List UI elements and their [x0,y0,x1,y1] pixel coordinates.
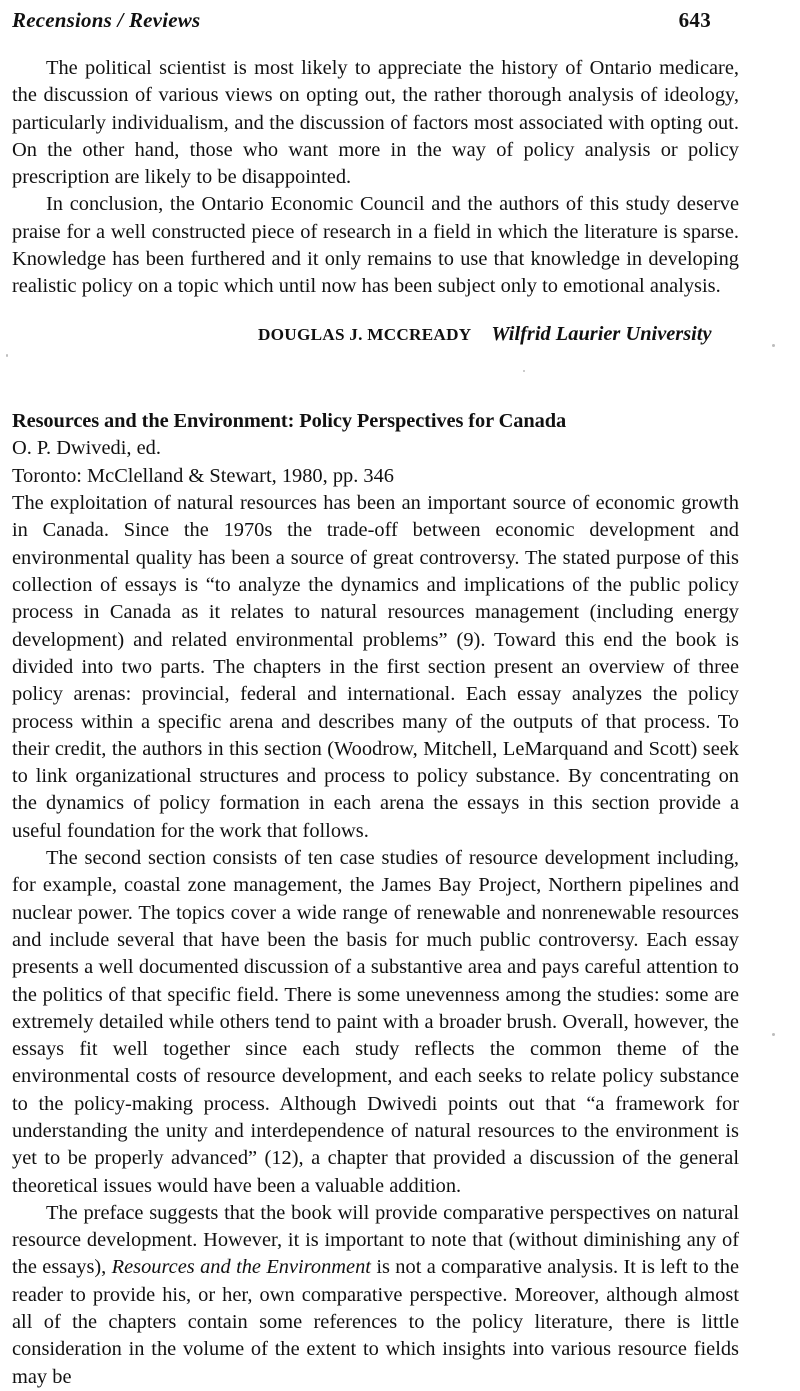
reviewer-affiliation: Wilfrid Laurier University [491,322,712,345]
page-number: 643 [678,8,711,32]
review-paragraph-1: The exploitation of natural resources has been an important source of economic growth in Canada. Since the 1970s the trade-off between economic development and environmental quality has been a source of great controversy. The stated purpose of this collection of essays is “to analyze the dynamics and implications of the public policy process in Canada as it relates to natural resources management (including energy development) and related environmental problems” (9). Toward this end the book is divided into two parts. The chapters in the first section present an overview of three policy arenas: provincial, federal and international. Each essay analyzes the policy process within a specific arena and describes many of the outputs of that process. To their credit, the authors in this section (Woodrow, Mitchell, LeMarquand and Scott) seek to link organizational structures and process to policy substance. By concentrating on the dynamics of policy formation in each arena the essays in this section provide a useful foundation for the work that follows. [12,492,739,842]
previous-review-paragraph-2: In conclusion, the Ontario Economic Council and the authors of this study deserve praise for a well constructed piece of research in a field in which the literature is sparse. Knowledge has been furthered and it only remains to use that knowledge in developing realistic policy on a topic which until now has been subject only to emotional analysis. [12,193,739,298]
book-citation [12,408,739,491]
scan-speck [772,1033,775,1036]
book-imprint: Toronto: McClelland & Stewart, 1980, pp. 346 [12,464,394,487]
previous-review-paragraph-1: The political scientist is most likely to appreciate the history of Ontario medicare, the discussion of various views on opting out, the rather thorough analysis of ideology, particularly individualism, and the discussion of factors most associated with opting out. On the other hand, those who want more in the way of policy analysis or policy prescription are likely to be disappointed. [12,57,739,189]
running-head-title: Recensions / Reviews [12,8,201,32]
cited-work-title: Resources and the Environment [111,1256,371,1279]
book-editor: O. P. Dwivedi, ed. [12,437,161,460]
review-paragraph-3-text-after: is not a comparative analysis. It is left to the reader to provide his, or her, own comparative perspective. Moreover, although almost all of the chapters contain some references to the policy literature, there is little consideration in the volume of the extent to which insights into various resource fields may be [12,1256,739,1388]
review-paragraph-2: The second section consists of ten case studies of resource development including, for example, coastal zone management, the James Bay Project, Northern pipelines and nuclear power. The topics cover a wide range of renewable and nonrenewable resources and include several that have been the basis for much public controversy. Each essay presents a well documented discussion of a substantive area and pays careful attention to the politics of that specific field. There is some unevenness among the studies: some are extremely detailed while others tend to paint with a broader brush. Overall, however, the essays fit well together since each study reflects the common theme of the environmental costs of resource development, and each seeks to relate policy substance to the policy-making process. Although Dwivedi points out that “a framework for understanding the unity and interdependence of natural resources to the environment is yet to be properly advanced” (12), a chapter that provided a discussion of the general theoretical issues would have been a valuable addition. [12,847,739,1197]
reviewer-name: DOUGLAS J. MCCREADY [258,324,472,344]
book-title: Resources and the Environment: Policy Perspectives for Canada [12,409,567,432]
text-column [12,55,739,1391]
running-head [12,8,738,38]
review-paragraph-3-text-before: The preface suggests that the book will provide comparative perspectives on natural resource development. However, it is important to note that (without diminishing any of the essays), [12,1201,739,1279]
review-paragraph-3 [12,1200,739,1391]
reviewer-byline [12,321,739,348]
scan-speck [772,344,775,347]
scan-speck [6,354,8,357]
